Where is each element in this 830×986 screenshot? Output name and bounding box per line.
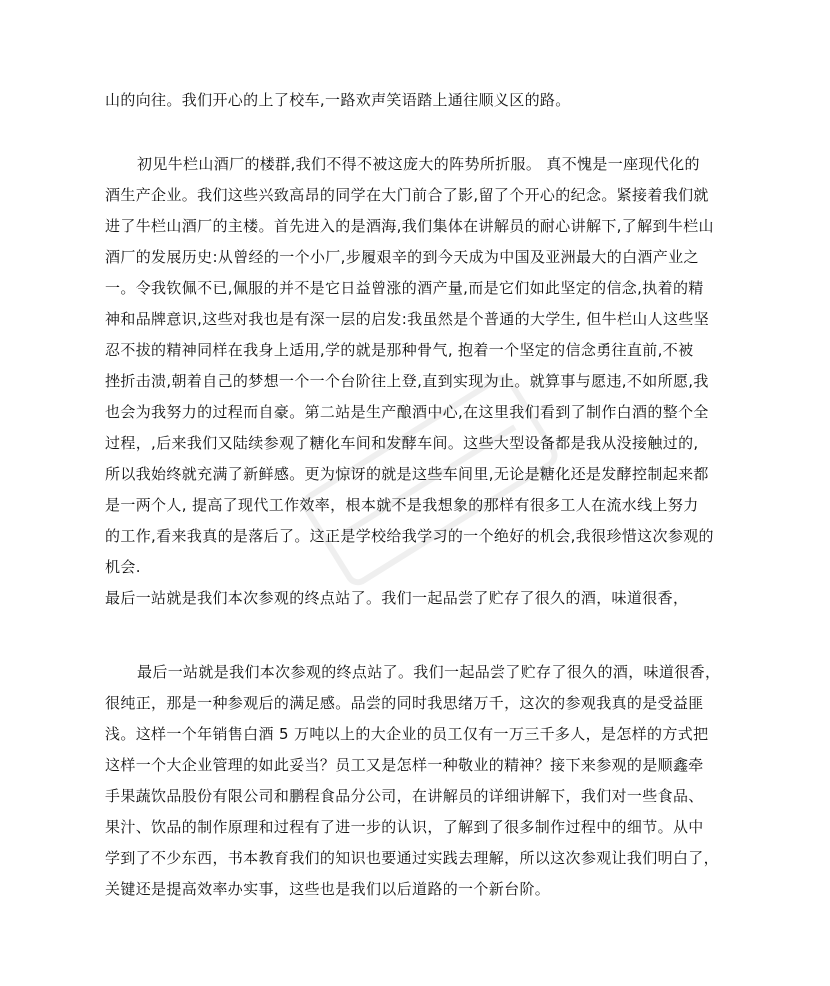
text-line: 挫折击溃,朝着自己的梦想一个一个台阶往上登,直到实现为止。就算事与愿违,不如所愿,我 <box>105 372 709 390</box>
text-line: 初见牛栏山酒厂的楼群,我们不得不被这庞大的阵势所折服。 真不愧是一座现代化的 <box>137 155 700 173</box>
text-line: 所以我始终就充满了新鲜感。更为惊讶的就是这些车间里,无论是糖化还是发酵控制起来都 <box>105 465 709 483</box>
text-line: 一。令我钦佩不已,佩服的并不是它日益曾涨的酒产量,而是它们如此坚定的信念,执着的精 <box>105 279 704 297</box>
text-line: 酒生产企业。我们这些兴致高昂的同学在大门前合了影,留了个开心的纪念。紧接着我们就 <box>105 186 709 204</box>
text-line: 这样一个大企业管理的如此妥当？员工又是怎样一种敬业的精神？接下来参观的是顺鑫牵 <box>105 756 704 774</box>
text-line: 学到了不少东西，书本教育我们的知识也要通过实践去理解，所以这次参观让我们明白了， <box>105 849 720 867</box>
text-line: 也会为我努力的过程而自豪。第二站是生产酿酒中心,在这里我们看到了制作白酒的整个全 <box>105 403 709 421</box>
text-line: 进了牛栏山酒厂的主楼。首先进入的是酒海,我们集体在讲解员的耐心讲解下,了解到牛栏山 <box>105 217 714 235</box>
text-line: 最后一站就是我们本次参观的终点站了。我们一起品尝了贮存了很久的酒，味道很香， <box>137 663 721 681</box>
text-line: 是一两个人, 提高了现代工作效率，根本就不是我想象的那样有很多工人在流水线上努力 <box>105 496 699 514</box>
text-line: 浅。这样一个年销售白酒 5 万吨以上的大企业的员工仅有一万三千多人，是怎样的方式把 <box>105 725 709 743</box>
text-line: 过程，,后来我们又陆续参观了糖化车间和发酵车间。这些大型设备都是我从没接触过的, <box>105 434 699 452</box>
text-line: 神和品牌意识,这些对我也是有深一层的启发:我虽然是个普通的大学生, 但牛栏山人这些坚 <box>105 310 710 328</box>
text-line: 关键还是提高效率办实事，这些也是我们以后道路的一个新台阶。 <box>105 880 551 898</box>
text-line: 果汁、饮品的制作原理和过程有了进一步的认识，了解到了很多制作过程中的细节。从中 <box>105 818 704 836</box>
text-line: 手果蔬饮品股份有限公司和鹏程食品分公司，在讲解员的详细讲解下，我们对一些食品、 <box>105 787 704 805</box>
text-line: 酒厂的发展历史:从曾经的一个小厂,步履艰辛的到今天成为中国及亚洲最大的白酒产业之 <box>105 248 699 266</box>
text-line: 山的向往。我们开心的上了校车,一路欢声笑语踏上通往顺义区的路。 <box>105 91 571 109</box>
text-line: 机会. <box>105 558 141 576</box>
text-line: 很纯正，那是一种参观后的满足感。品尝的同时我思绪万千，这次的参观我真的是受益匪 <box>105 694 704 712</box>
text-line: 最后一站就是我们本次参观的终点站了。我们一起品尝了贮存了很久的酒，味道很香， <box>105 589 689 607</box>
text-line: 的工作,看来我真的是落后了。这正是学校给我学习的一个绝好的机会,我很珍惜这次参观的 <box>105 527 714 545</box>
text-line: 忍不拔的精神同样在我身上适用,学的就是那种骨气, 抱着一个坚定的信念勇往直前,不被 <box>105 341 694 359</box>
